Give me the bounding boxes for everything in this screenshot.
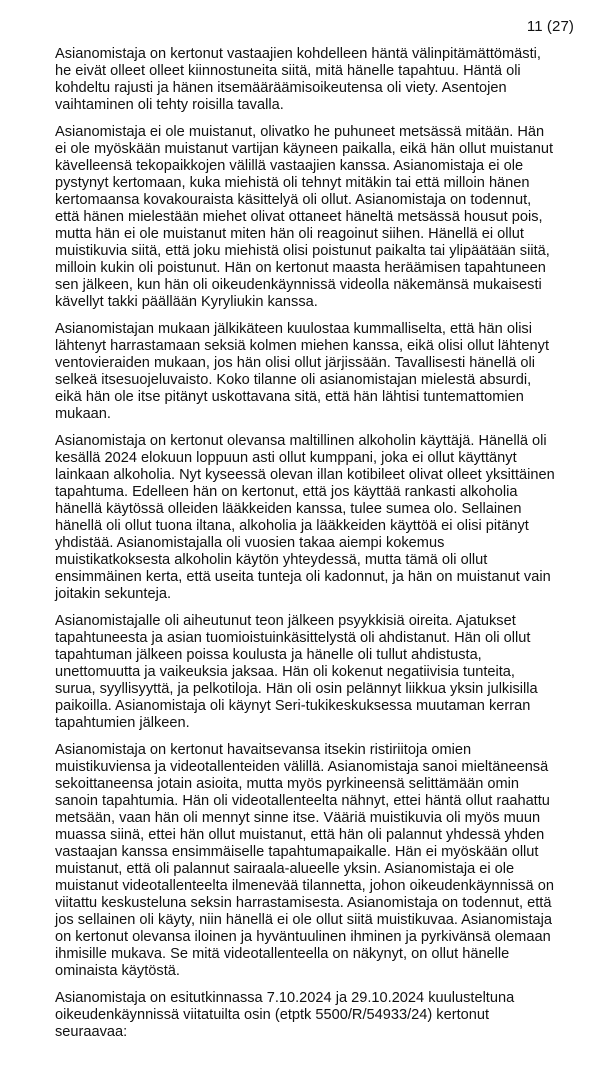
paragraph-line: lainkaan alkoholia. Nyt kyseessä olevan illan kotibileet olivat olleet yksittäinen: [55, 467, 555, 483]
paragraph-line: Asianomistaja ei ole muistanut, olivatko he puhuneet metsässä mitään. Hän: [55, 124, 545, 140]
paragraph-line: tapahtuman jälkeen poissa koulusta ja hänelle oli tullut ahdistusta,: [55, 647, 482, 663]
paragraph-line: ei ole myöskään muistanut vartijan käyneen paikalla, eikä hän ollut muistanut: [55, 141, 554, 157]
paragraph-line: kävellyt takki päällään Kyryliukin kanssa.: [55, 294, 318, 310]
paragraph-line: ventovieraiden mukaan, jos hän olisi ollut järjissään. Tavallisesti hänellä oli: [55, 355, 535, 371]
paragraph-line: unettomuutta ja vaikeuksia jaksaa. Hän oli kokenut negatiivisia tunteita,: [55, 664, 515, 680]
paragraph-line: että hänen mielestään miehet olivat ottaneet häneltä metsässä housut pois,: [55, 209, 543, 225]
paragraph-line: kohdeltu rajusti ja hänen itsemääräämisoikeutensa oli viety. Asentojen: [55, 80, 507, 96]
paragraph-line: yhdistää. Asianomistajalla oli vuosien takaa aiempi kokemus: [55, 535, 445, 551]
paragraph-line: viitattu keskusteluna seksin harrastamisesta. Asianomistaja on todennut, että: [55, 895, 552, 911]
paragraph-line: mutta hän ei ole muistanut miten hän oli reagoinut siihen. Hänellä ei ollut: [55, 226, 524, 242]
paragraph-line: vastaajan kanssa ensimmäiselle tapahtumapaikalle. Hän ei myöskään ollut: [55, 844, 539, 860]
paragraph-line: on kertonut olevansa iloinen ja hyväntuulinen ihminen ja pyrkivänsä olemaan: [55, 929, 551, 945]
paragraph-line: metsään, vaan hän oli mennyt sinne itse. Vääriä muistikuvia oli myös muun: [55, 810, 541, 826]
paragraph-line: milloin kukin oli poistunut. Hän on kertonut maasta heräämisen tapahtuneen: [55, 260, 546, 276]
paragraph-line: tapahtumien jälkeen.: [55, 715, 190, 731]
paragraph-line: muistikatkoksesta alkoholin käytön yhteydessä, mutta tämä oli ollut: [55, 552, 488, 568]
paragraph-line: muistanut videotallenteelta ilmenevää tilannetta, johon oikeudenkäynnissä on: [55, 878, 554, 894]
page-number: 11 (27): [526, 18, 574, 35]
paragraph-line: hänellä oli ollut tuona iltana, alkoholia ja lääkkeiden käyttöä ei olisi pitänyt: [55, 518, 529, 534]
paragraph-line: sanoin tapahtumia. Hän oli videotallenteelta nähnyt, ettei häntä ollut raahattu: [55, 793, 550, 809]
paragraph-line: kertomaansa kovakouraista käsittelyä oli ollut. Asianomistaja on todennut,: [55, 192, 532, 208]
paragraph-line: muistanut, että oli palannut sairaala-alueelle yksin. Asianomistaja ei ole: [55, 861, 515, 877]
paragraph-line: Asianomistaja on kertonut vastaajien kohdelleen häntä välinpitämättömästi,: [55, 46, 541, 62]
paragraph-line: ominaista käytöstä.: [55, 963, 180, 979]
paragraph-line: seuraavaa:: [55, 1024, 128, 1040]
paragraph-line: Asianomistaja on esitutkinnassa 7.10.2024 ja 29.10.2024 kuulusteltuna: [55, 990, 515, 1006]
paragraph-line: lähtenyt harrastamaan seksiä kolmen miehen kanssa, eikä olisi ollut lähtenyt: [55, 338, 550, 354]
paragraph-line: Asianomistaja on kertonut olevansa maltillinen alkoholin käyttäjä. Hänellä oli: [55, 433, 547, 449]
paragraph-line: jos sellainen oli käyty, niin hänellä ei ole ollut siitä muistikuvaa. Asianomistaja: [55, 912, 552, 928]
paragraph-line: vaihtaminen oli tehty roisilla tavalla.: [55, 97, 284, 113]
paragraph-line: eikä hän ole itse pitänyt uskottavana sitä, että hän lähtisi tuntemattomien: [55, 389, 524, 405]
paragraph-line: tapahtuneesta ja asian tuomioistuinkäsittelystä oli ahdistanut. Hän oli ollut: [55, 630, 531, 646]
paragraph-line: selkeä itsesuojeluvaisto. Koko tilanne oli asianomistajan mielestä absurdi,: [55, 372, 532, 388]
paragraph: [55, 433, 588, 603]
paragraph-line: kävelleensä tekopaikkojen välillä vastaajien kanssa. Asianomistaja ei ole: [55, 158, 524, 174]
paragraph-line: sen jälkeen, kun hän oli oikeudenkäynnissä videolla näkemänsä mukaisesti: [55, 277, 542, 293]
paragraph: [55, 46, 588, 114]
paragraph: [55, 124, 588, 311]
paragraph-line: surua, syyllisyyttä, ja pelkotiloja. Hän oli osin pelännyt liikkua yksin julkisilla: [55, 681, 538, 697]
paragraph: [55, 613, 588, 732]
paragraph-line: paikoilla. Asianomistaja oli käynyt Seri-tukikeskuksessa muutaman kerran: [55, 698, 531, 714]
paragraph-line: ensimmäinen kerta, että useita tunteja oli kadonnut, ja hän on muistanut vain: [55, 569, 551, 585]
paragraph-line: Asianomistajan mukaan jälkikäteen kuulostaa kummalliselta, että hän olisi: [55, 321, 532, 337]
paragraph-line: Asianomistaja on kertonut havaitsevansa itsekin ristiriitoja omien: [55, 742, 472, 758]
paragraph: [55, 742, 588, 980]
paragraph: [55, 990, 588, 1041]
paragraph-line: he eivät olleet olleet kiinnostuneita siitä, mitä hänelle tapahtuu. Häntä oli: [55, 63, 521, 79]
paragraph-line: Asianomistajalle oli aiheutunut teon jälkeen psyykkisiä oireita. Ajatukset: [55, 613, 516, 629]
paragraph-line: muassa siinä, ettei hän ollut muistanut, että hän oli palannut yhdessä yhden: [55, 827, 545, 843]
paragraph-line: hänellä käytössä olleiden lääkkeiden kanssa, tulee sumea olo. Sellainen: [55, 501, 522, 517]
paragraph-line: sekoittaneensa jotain asioita, mutta myös pyrkineensä selittämään omin: [55, 776, 519, 792]
paragraph-line: muistikuviensa ja videotallenteiden välillä. Asianomistaja sanoi mieltäneensä: [55, 759, 549, 775]
paragraph-line: oikeudenkäynnissä viitatuilta osin (etptk 5500/R/54933/24) kertonut: [55, 1007, 490, 1023]
paragraph-line: muistikuvia siitä, että joku miehistä olisi poistunut paikalta tai ylipäätään siitä,: [55, 243, 550, 259]
paragraph-line: joitakin sekunteja.: [55, 586, 172, 602]
paragraph: [55, 321, 588, 423]
paragraph-line: pystynyt kertomaan, kuka miehistä oli tehnyt mitäkin tai että milloin hänen: [55, 175, 530, 191]
document-body: [55, 46, 588, 1051]
paragraph-line: ihmisille mukava. Se mitä videotallenteella on näkynyt, on ollut hänelle: [55, 946, 510, 962]
paragraph-line: mukaan.: [55, 406, 111, 422]
paragraph-line: kesällä 2024 elokuun loppuun asti ollut kumppani, joka ei ollut käyttänyt: [55, 450, 517, 466]
paragraph-line: tapahtuma. Edelleen hän on kertonut, että jos käyttää rankasti alkoholia: [55, 484, 518, 500]
